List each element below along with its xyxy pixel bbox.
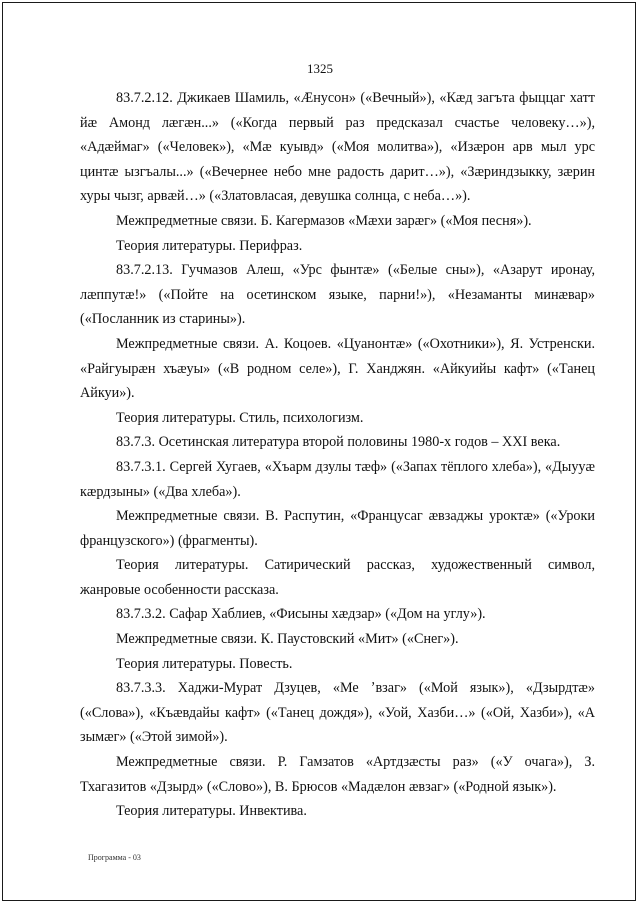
section-heading-83-7-3: 83.7.3. Осетинская литература второй половины 1980-х годов – XXI века. — [116, 434, 561, 451]
page-number: 1325 — [307, 61, 333, 76]
paragraph-literary-theory: Теория литературы. Сатирический рассказ, художественный символ, жанровые особенности рассказа. — [80, 557, 595, 598]
paragraph-interdisciplinary-links: Межпредметные связи. К. Паустовский «Мит» («Снег»). — [116, 631, 459, 648]
paragraph-83-7-3-1: 83.7.3.1. Сергей Хугаев, «Хъарм дзулы тæф» («Запах тёплого хлеба»), «Дыууæ кæрдзыны» («Два хлеба»). — [80, 458, 595, 500]
paragraph-83-7-3-2: 83.7.3.2. Сафар Хаблиев, «Фисыны хæдзар» («Дом на углу»). — [116, 606, 486, 623]
paragraph-literary-theory: Теория литературы. Стиль, психологизм. — [116, 409, 364, 426]
paragraph-interdisciplinary-links: Межпредметные связи. В. Распутин, «Францусаг æвзаджы уроктæ» («Уроки французского») (фрагменты). — [80, 508, 595, 549]
paragraph-interdisciplinary-links: Межпредметные связи. Б. Кагермазов «Мæхи зарæг» («Моя песня»). — [116, 212, 532, 229]
paragraph-83-7-3-3: 83.7.3.3. Хаджи-Мурат Дзуцев, «Ме ʼвзаг» («Мой язык»), «Дзырдтæ» («Слова»), «Къæвдайы кафт» («Танец дождя»), «Уой, Хазби…» («Ой, Хазби»), «А зымæг» («Этой зимой»). — [80, 680, 595, 746]
paragraph-83-7-2-13: 83.7.2.13. Гучмазов Алеш, «Урс фынтæ» («Белые сны»), «Азарут иронау, лæппутæ!» («Пойте на осетинском языке, парни!»), «Незаманты минæвар» («Посланник из старины»). — [80, 262, 595, 328]
paragraph-literary-theory: Теория литературы. Перифраз. — [116, 237, 303, 254]
document-body — [80, 86, 595, 824]
paragraph-interdisciplinary-links: Межпредметные связи. А. Коцоев. «Цуанонтæ» («Охотники»), Я. Устренски. «Райгуырæн хъæуы» («В родном селе»), Г. Ханджян. «Айкуийы кафт» («Танец Айкуи»). — [80, 335, 595, 402]
page-footer: Программа - 03 — [88, 853, 141, 862]
paragraph-literary-theory: Теория литературы. Повесть. — [116, 655, 293, 672]
paragraph-literary-theory: Теория литературы. Инвектива. — [116, 803, 307, 820]
paragraph-83-7-2-12: 83.7.2.12. Джикаев Шамиль, «Æнусон» («Вечный»), «Кæд загъта фыццаг хатт йæ Амонд лæгæн...» («Когда первый раз предсказал счастье человеку…»), «Адæймаг» («Человек»), «Мæ куывд» («Моя молитва»), «Изæрон арв мыл урс цинтæ ызгъалы...» («Вечернее небо мне радость дарит…»), «Зæриндзыкку, зæрин хуры чызг, арвæй…» («Златовласая, девушка солнца, с неба…»). — [80, 90, 595, 205]
paragraph-interdisciplinary-links: Межпредметные связи. Р. Гамзатов «Артдзæсты раз» («У очага»), З. Тхагазитов «Дзырд» («Слово»), В. Брюсов «Мадæлон æвзаг» («Родной язык»). — [80, 754, 595, 795]
